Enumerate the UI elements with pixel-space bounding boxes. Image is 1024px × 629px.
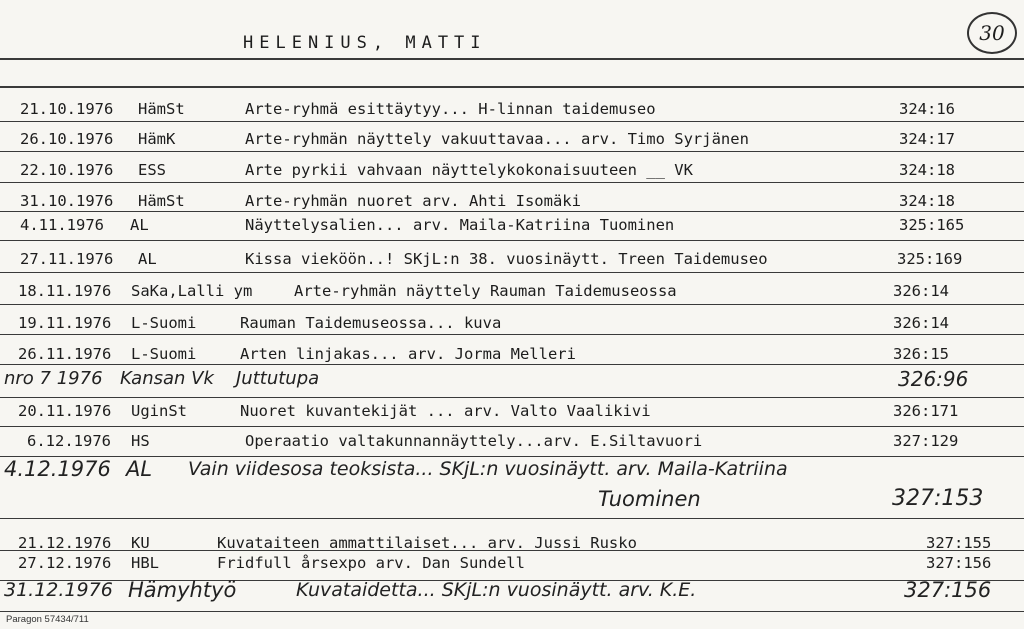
handwritten-entry-continuation — [0, 486, 1024, 517]
entry-reference: 326:14 — [893, 314, 949, 332]
entry-title: Arte-ryhmän näyttely vakuuttavaa... arv. Timo Syrjänen — [245, 130, 749, 148]
entry-title: Arte-ryhmän nuoret arv. Ahti Isomäki — [245, 192, 581, 210]
entry-date: 31.10.1976 — [20, 192, 114, 210]
entry-reference: 326:14 — [893, 282, 949, 300]
entry-title: Fridfull årsexpo arv. Dan Sundell — [217, 554, 525, 572]
clipping-entry — [0, 553, 1024, 581]
clipping-entry — [0, 160, 1024, 188]
entry-title: Operaatio valtakunnannäyttely...arv. E.Siltavuori — [245, 432, 703, 450]
clipping-entry — [0, 129, 1024, 157]
clipping-entry — [0, 281, 1024, 309]
entry-source: HämSt — [138, 192, 185, 210]
entry-title: Arte pyrkii vahvaan näyttelykokonaisuuteen __ VK — [245, 161, 693, 179]
clipping-entry — [0, 215, 1024, 243]
entry-title: Kuvataiteen ammattilaiset... arv. Jussi Rusko — [217, 534, 637, 552]
entry-reference: 324:17 — [899, 130, 955, 148]
entry-date: nro 7 1976 — [4, 368, 103, 389]
entry-title: Arte-ryhmä esittäytyy... H-linnan taidemuseo — [245, 100, 656, 118]
header-rule — [0, 86, 1024, 88]
entry-title: Kissa vieköön..! SKjL:n 38. vuosinäytt. Treen Taidemuseo — [245, 250, 768, 268]
handwritten-entry — [0, 580, 1024, 608]
entry-source: AL — [126, 457, 153, 481]
entry-date: 4.12.1976 — [4, 457, 111, 481]
entry-date: 20.11.1976 — [18, 402, 112, 420]
entry-source: AL — [138, 250, 157, 268]
entry-reference: 326:96 — [898, 367, 969, 391]
entry-date: 21.12.1976 — [18, 534, 112, 552]
entry-reference: 326:15 — [893, 345, 949, 363]
entry-source: HBL — [131, 554, 159, 572]
entry-source: UginSt — [131, 402, 187, 420]
entry-date: 26.11.1976 — [18, 345, 112, 363]
entry-date: 26.10.1976 — [20, 130, 114, 148]
clipping-entry — [0, 99, 1024, 127]
entry-source: L-Suomi — [131, 314, 197, 332]
entry-date: 21.10.1976 — [20, 100, 114, 118]
entry-source: Hämyhtyö — [128, 578, 237, 602]
line-rule — [0, 611, 1024, 612]
entry-source: ESS — [138, 161, 166, 179]
entry-reference: 327:129 — [893, 432, 959, 450]
entry-source: SaKa,Lalli ym — [131, 282, 253, 300]
card-footer: Paragon 57434/711 — [6, 614, 89, 625]
entry-reference: 327:153 — [892, 486, 984, 511]
entry-date: 6.12.1976 — [27, 432, 111, 450]
entry-title: Vain viidesosa teoksista... SKjL:n vuosinäytt. arv. Maila-Katriina — [188, 458, 788, 480]
entry-title: Arten linjakas... arv. Jorma Melleri — [240, 345, 576, 363]
entry-date: 27.11.1976 — [20, 250, 114, 268]
entry-title: Näyttelysalien... arv. Maila-Katriina Tuominen — [245, 216, 675, 234]
entry-source: HS — [131, 432, 150, 450]
entry-reference: 327:156 — [904, 578, 992, 602]
entry-date: 27.12.1976 — [18, 554, 112, 572]
entry-title: Tuominen — [598, 487, 701, 511]
entry-title: Arte-ryhmän näyttely Rauman Taidemuseossa — [294, 282, 677, 300]
entry-reference: 327:156 — [926, 554, 992, 572]
line-rule — [0, 397, 1024, 398]
clipping-entry — [0, 313, 1024, 341]
clipping-entry — [0, 431, 1024, 459]
entry-date: 18.11.1976 — [18, 282, 112, 300]
entry-source: KU — [131, 534, 150, 552]
entry-title: Nuoret kuvantekijät ... arv. Valto Vaalikivi — [240, 402, 651, 420]
entry-title: Rauman Taidemuseossa... kuva — [240, 314, 502, 332]
entry-title: Juttutupa — [236, 368, 320, 389]
entry-date: 31.12.1976 — [4, 579, 113, 601]
entry-reference: 325:169 — [897, 250, 963, 268]
entry-date: 19.11.1976 — [18, 314, 112, 332]
entry-source: L-Suomi — [131, 345, 197, 363]
entry-source: AL — [130, 216, 149, 234]
title-rule — [0, 58, 1024, 60]
entry-date: 22.10.1976 — [20, 161, 114, 179]
entry-reference: 324:18 — [899, 161, 955, 179]
entry-source: Kansan Vk — [120, 368, 214, 389]
entry-source: HämK — [138, 130, 176, 148]
entry-reference: 325:165 — [899, 216, 965, 234]
entry-reference: 327:155 — [926, 534, 992, 552]
entry-title: Kuvataidetta... SKjL:n vuosinäytt. arv. K.E. — [296, 579, 697, 601]
handwritten-entry — [0, 369, 1024, 397]
clipping-entry — [0, 249, 1024, 277]
entry-reference: 324:18 — [899, 192, 955, 210]
entry-date: 4.11.1976 — [20, 216, 104, 234]
entry-reference: 326:171 — [893, 402, 959, 420]
clipping-entry — [0, 401, 1024, 429]
line-rule — [0, 518, 1024, 519]
handwritten-entry — [0, 459, 1024, 487]
entry-source: HämSt — [138, 100, 185, 118]
entry-reference: 324:16 — [899, 100, 955, 118]
card-title: HELENIUS, MATTI — [243, 33, 487, 53]
card-number-circle: 30 — [967, 12, 1017, 54]
